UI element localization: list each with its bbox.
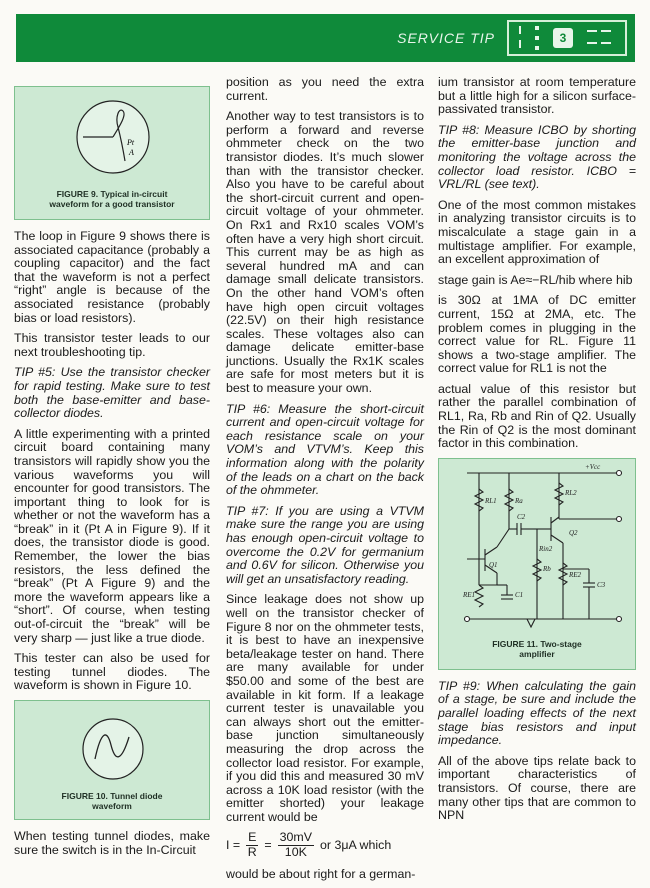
paragraph: This transistor tester leads to our next troubleshooting tip.	[14, 331, 210, 359]
figure-9	[14, 86, 210, 220]
paragraph: The loop in Figure 9 shows there is associated capacitance (probably a coupling capacitor) and the fact that the waveform is not a perfect “right” angle is because of the associated resistance (probably bias or load resistors).	[14, 229, 210, 325]
chip-icon	[507, 20, 627, 56]
gain-formula: stage gain is Ae≈−RL/hib where hib	[438, 272, 633, 287]
formula-fraction-er	[246, 831, 258, 859]
paragraph: One of the most common mistakes in analyzing transistor circuits is to miscalculate a stage gain in a multistage amplifier. For example, an excellent approximation of	[438, 197, 636, 267]
formula-tail: or 3μA which	[320, 837, 392, 852]
section-title: SERVICE TIP	[397, 30, 495, 46]
paragraph: is 30Ω at 1MA of DC emitter current, 15Ω at 2MA, etc. The problem comes in plugging in the correct value for RL. Figure 11 shows a two-stage amplifier. The correct value for RL1 is not the	[438, 293, 636, 376]
paragraph: A little experimenting with a printed circuit board containing many transistors will rapidly show you the various waveforms you will encounter for good transistors. The important thing to look for is whether or not the waveform has a “break” in it (Pt A in Figure 9). If it does, the transistor diode is good. Remember, the lower the bias resistors, the less defined the “break” (Pt A Figure 9) and the more the waveform appears like a “short”. Of course, when testing out-of-circuit the “break” will be very sharp — just like a true diode.	[14, 426, 210, 645]
label-rl1: RL1	[485, 496, 497, 505]
formula-fraction-values	[278, 831, 314, 859]
label-c2: C2	[517, 512, 526, 521]
label-ra: Ra	[515, 496, 523, 505]
fig9-label-pt: Pt	[127, 138, 135, 147]
figure-10	[14, 700, 210, 820]
label-rin2: Rin2	[539, 544, 553, 553]
paragraph: When testing tunnel diodes, make sure the switch is in the In-Circuit	[14, 829, 210, 857]
formula-num: 30mV	[279, 830, 313, 845]
label-re1: RE1	[463, 590, 476, 599]
paragraph: position as you need the extra current.	[226, 75, 424, 103]
label-rb: Rb	[543, 564, 551, 573]
figure-10-waveform	[15, 701, 211, 791]
paragraph: ium transistor at room temperature but a little high for a silicon surface-passivated transistor.	[438, 75, 636, 117]
figure-11-schematic	[439, 459, 635, 637]
label-c3: C3	[597, 580, 606, 589]
paragraph: All of the above tips relate back to important characteristics of transistors. Of course, there are many other tips that are common to NPN	[438, 753, 636, 823]
figure-10-caption-1: FIGURE 10. Tunnel diode	[61, 791, 163, 801]
paragraph: This tester can also be used for testing tunnel diodes. The waveform is shown in Figure 10.	[14, 651, 210, 693]
paragraph: Another way to test transistors is to perform a forward and reverse ohmmeter check on the two transistor diodes. It’s much slower than with the transistor checker. Also you have to be careful about the short-circuit current and open-circuit voltage of your ohmmeter. On Rx1 and Rx10 scales VOM’s often have a very high short circuit. This current may be as high as several hundred mA and can damage small delicate transistors. On the other hand VOM’s often have high open circuit voltages (22.5V) on their high resistance scales. These voltages also can damage delicate emitter-base junctions. Usually the Rx1K scales are safe for most meters but it is best to measure your own.	[226, 109, 424, 396]
figure-11-caption-2: amplifier	[519, 648, 555, 659]
figure-9-waveform	[15, 87, 211, 192]
page-number: 3	[553, 28, 573, 48]
formula-r: R	[247, 845, 257, 860]
label-c1: C1	[515, 590, 524, 599]
figure-11-caption-1: FIGURE 11. Two-stage	[492, 638, 582, 649]
tip-6: TIP #6: Measure the short-circuit current and open-circuit voltage for each resistance scale on your VOM’s and VTVM’s. Keep this information along with the polarity of the leads on a chart on the back of the ohmmeter.	[226, 401, 424, 498]
column-1	[14, 76, 210, 864]
label-q2: Q2	[569, 528, 578, 537]
label-q1: Q1	[489, 560, 498, 569]
formula-eq: =	[264, 837, 272, 852]
page-header-bar	[16, 14, 635, 62]
tip-9: TIP #9: When calculating the gain of a stage, be sure and include the parallel loading effects of the next stage bias resistors and input impedance.	[438, 678, 636, 748]
figure-9-caption-1: FIGURE 9. Typical in-circuit	[56, 189, 168, 199]
paragraph: actual value of this resistor but rather the parallel combination of RL1, Ra, Rb and Rin of Q2. Usually the Rin of Q2 is the most dominant factor in this combination.	[438, 381, 636, 451]
tip-7: TIP #7: If you are using a VTVM make sure the range you are using has enough open-circuit voltage to overcome the 0.2V for germanium and 0.6V for silicon. Otherwise you will get an unsatisfactory reading.	[226, 503, 424, 586]
column-3	[438, 76, 636, 830]
tip-5: TIP #5: Use the transistor checker for rapid testing. Make sure to test both the base-emitter and base-collector diodes.	[14, 365, 210, 421]
fig9-label-a: A	[129, 148, 134, 157]
figure-10-caption-2: waveform	[92, 801, 132, 811]
leakage-formula	[226, 831, 424, 859]
column-2	[226, 76, 424, 888]
formula-den: 10K	[284, 845, 307, 860]
label-rl2: RL2	[565, 488, 577, 497]
tip-8: TIP #8: Measure ICBO by shorting the emitter-base junction and monitoring the voltage across the collector load resistor. ICBO = VRL/RL (see text).	[438, 122, 636, 192]
figure-9-caption-2: waveform for a good transistor	[49, 199, 175, 209]
formula-e: E	[248, 830, 257, 845]
paragraph: Since leakage does not show up well on the transistor checker of Figure 8 nor on the ohmmeter tests, it is best to have an inexpensive beta/leakage tester on hand. There are many available for under $50.00 and some of the best are available in kit form. If a leakage current tester is unavailable you can always short out the emitter-base junction simultaneously measuring the drop across the collector load resistor. For example, if you did this and measured 30 mV across a 10K load resistor (with the emitter shorted) your leakage current would be	[226, 592, 424, 824]
formula-lhs: I =	[226, 837, 241, 852]
label-re2: RE2	[569, 570, 582, 579]
figure-11	[438, 458, 636, 670]
label-vcc: +Vcc	[585, 462, 601, 471]
paragraph: would be about right for a german-	[226, 866, 416, 881]
